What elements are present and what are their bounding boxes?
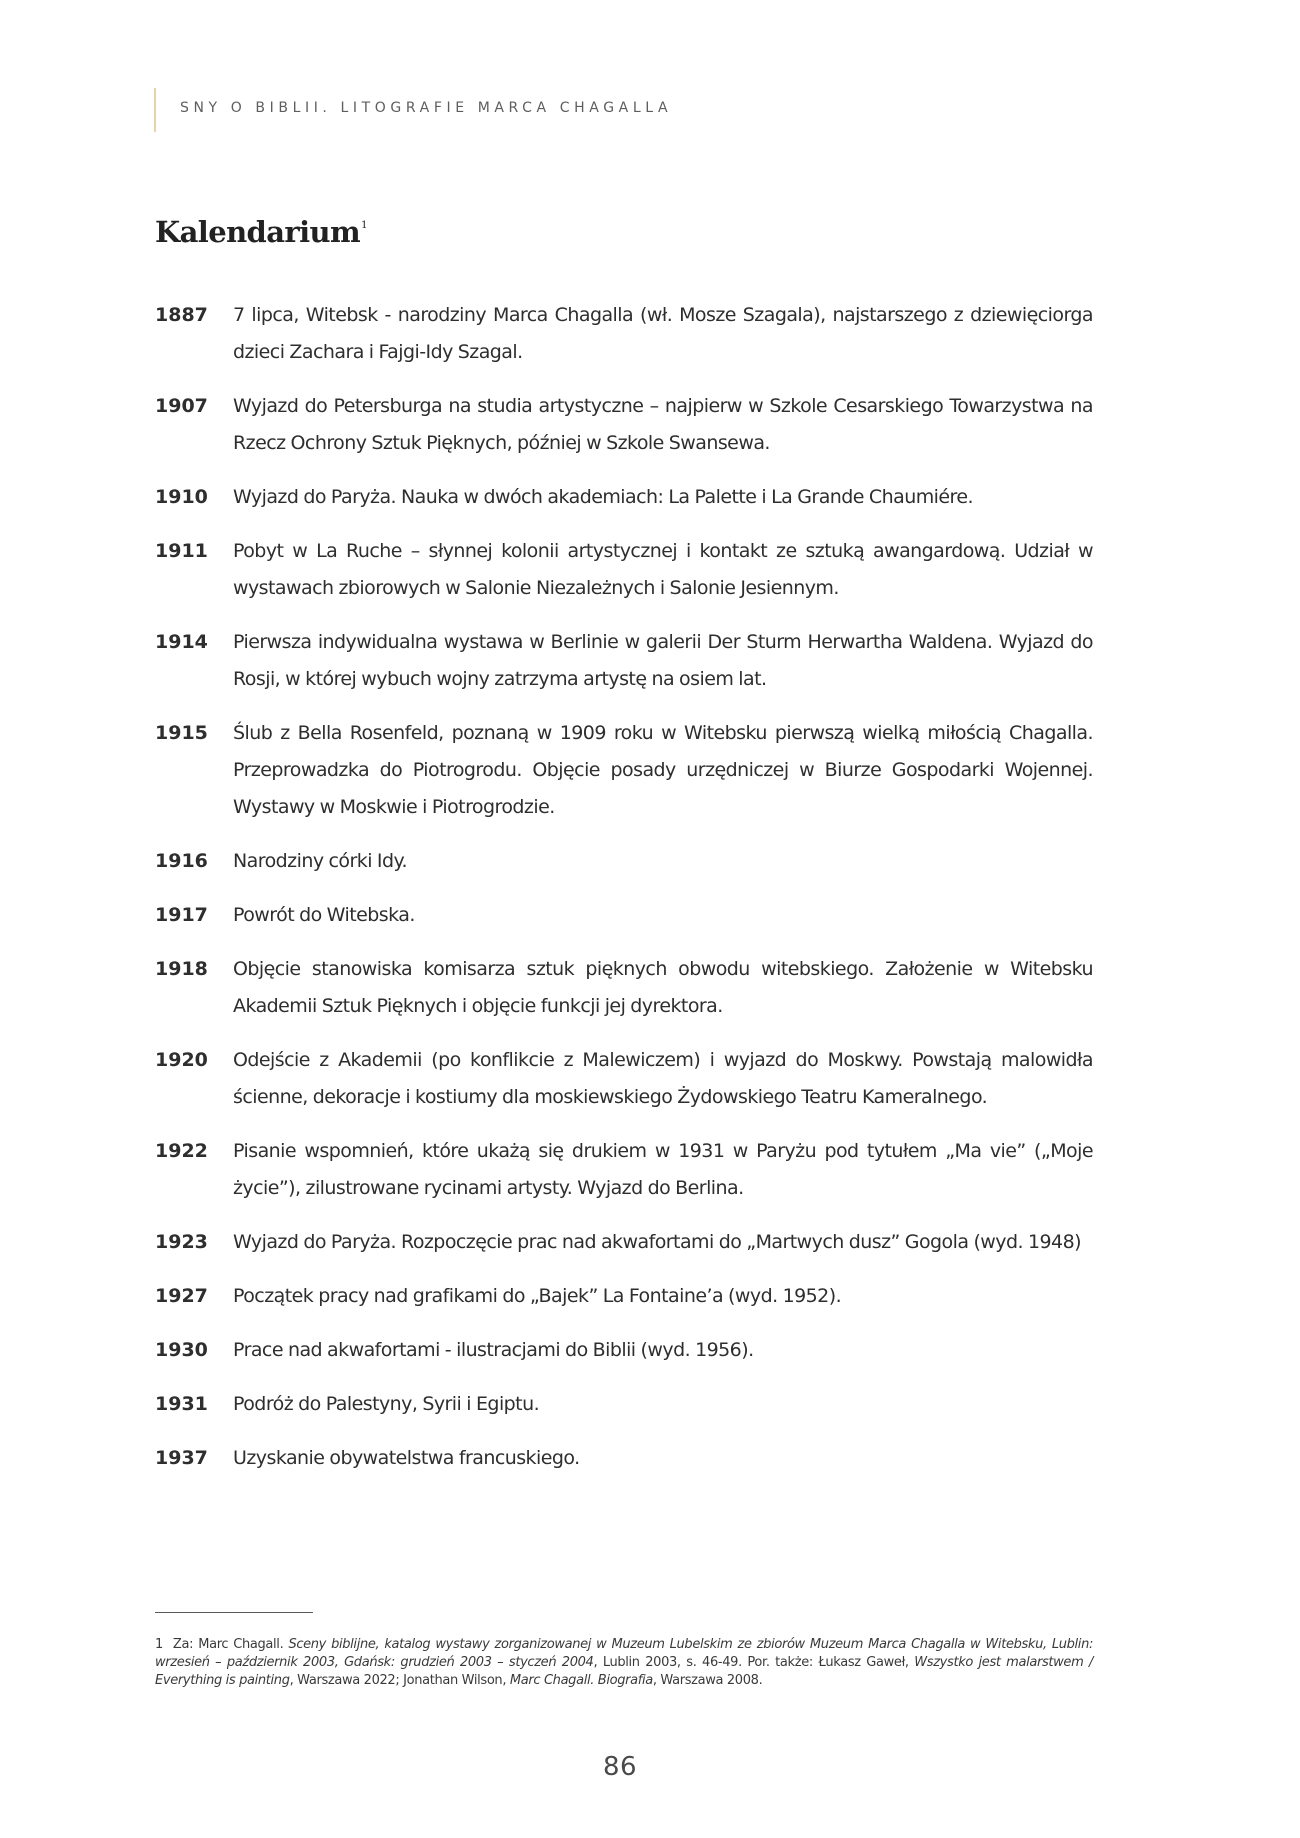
entry-text: Początek pracy nad grafikami do „Bajek” La Fontaine’a (wyd. 1952). bbox=[233, 1285, 842, 1307]
timeline-entry bbox=[155, 1278, 1093, 1315]
entry-year: 1917 bbox=[155, 904, 208, 926]
entry-year: 1923 bbox=[155, 1231, 208, 1253]
entry-year: 1914 bbox=[155, 631, 208, 653]
entry-year: 1927 bbox=[155, 1285, 208, 1307]
timeline-entry bbox=[155, 1042, 1093, 1116]
page-title-text: Kalendarium bbox=[155, 215, 361, 249]
timeline-entry bbox=[155, 1440, 1093, 1477]
entry-text: Podróż do Palestyny, Syrii i Egiptu. bbox=[233, 1393, 540, 1415]
page-number: 86 bbox=[602, 1752, 638, 1782]
entry-text: Narodziny córki Idy. bbox=[233, 850, 407, 872]
timeline-entry bbox=[155, 1224, 1093, 1261]
entry-year: 1915 bbox=[155, 722, 208, 744]
timeline-entry bbox=[155, 1332, 1093, 1369]
entry-text: Uzyskanie obywatelstwa francuskiego. bbox=[233, 1447, 580, 1469]
footnote-number: 1 bbox=[155, 1637, 163, 1652]
entry-text: Wyjazd do Petersburga na studia artystyczne – najpierw w Szkole Cesarskiego Towarzystwa na Rzecz Ochrony Sztuk Pięknych, później w Szkole Swansewa. bbox=[233, 395, 1093, 454]
footnote-italic-title: Sceny biblijne, katalog wystawy zorganizowanej w Muzeum Lubelskim ze zbiorów Muzeum Marca Chagalla w Witebsku, Lublin: wrzesień – październik 2003, Gdańsk: grudzień 2003 – styczeń 2004 bbox=[155, 1637, 1093, 1670]
entry-year: 1922 bbox=[155, 1140, 208, 1162]
entry-year: 1931 bbox=[155, 1393, 208, 1415]
entry-year: 1937 bbox=[155, 1447, 208, 1469]
entry-year: 1887 bbox=[155, 304, 208, 326]
entry-text: Odejście z Akademii (po konflikcie z Malewiczem) i wyjazd do Moskwy. Powstają malowidła ścienne, dekoracje i kostiumy dla moskiewskiego Żydowskiego Teatru Kameralnego. bbox=[233, 1049, 1093, 1108]
timeline-entry bbox=[155, 624, 1093, 698]
entry-text: Pisanie wspomnień, które ukażą się drukiem w 1931 w Paryżu pod tytułem „Ma vie” („Moje życie”), zilustrowane rycinami artysty. Wyjazd do Berlina. bbox=[233, 1140, 1093, 1199]
timeline-entry bbox=[155, 1133, 1093, 1207]
entry-text: Objęcie stanowiska komisarza sztuk pięknych obwodu witebskiego. Założenie w Witebsku Akademii Sztuk Pięknych i objęcie funkcji jej dyrektora. bbox=[233, 958, 1093, 1017]
entry-year: 1930 bbox=[155, 1339, 208, 1361]
entry-text: Pobyt w La Ruche – słynnej kolonii artystycznej i kontakt ze sztuką awangardową. Udział w wystawach zbiorowych w Salonie Niezależnych i Salonie Jesiennym. bbox=[233, 540, 1093, 599]
running-head-title: SNY O BIBLII. LITOGRAFIE MARCA CHAGALLA bbox=[180, 100, 673, 116]
entry-year: 1911 bbox=[155, 540, 208, 562]
timeline-entry bbox=[155, 388, 1093, 462]
footnote-italic-title: Wszystko jest malarstwem / Everything is painting bbox=[155, 1655, 1093, 1688]
footnote-italic-title: Marc Chagall. Biografia bbox=[509, 1673, 653, 1688]
timeline-list bbox=[155, 297, 1093, 1494]
timeline-entry bbox=[155, 1386, 1093, 1423]
entry-text: Pierwsza indywidualna wystawa w Berlinie w galerii Der Sturm Herwartha Waldena. Wyjazd do Rosji, w której wybuch wojny zatrzyma artystę na osiem lat. bbox=[233, 631, 1093, 690]
entry-year: 1920 bbox=[155, 1049, 208, 1071]
page-title bbox=[155, 215, 367, 249]
entry-text: Prace nad akwafortami - ilustracjami do Biblii (wyd. 1956). bbox=[233, 1339, 754, 1361]
entry-year: 1910 bbox=[155, 486, 208, 508]
title-footnote-ref[interactable]: 1 bbox=[361, 220, 367, 231]
entry-year: 1918 bbox=[155, 958, 208, 980]
footnote-text: , Lublin 2003, s. 46-49. Por. także: Łukasz Gaweł, bbox=[593, 1655, 915, 1670]
timeline-entry bbox=[155, 715, 1093, 826]
entry-year: 1916 bbox=[155, 850, 208, 872]
footnote-text: , Warszawa 2008. bbox=[652, 1673, 763, 1688]
entry-text: 7 lipca, Witebsk - narodziny Marca Chagalla (wł. Mosze Szagala), najstarszego z dziewięciorga dzieci Zachara i Fajgi-Idy Szagal. bbox=[233, 304, 1093, 363]
entry-text: Wyjazd do Paryża. Rozpoczęcie prac nad akwafortami do „Martwych dusz” Gogola (wyd. 1948) bbox=[233, 1231, 1081, 1253]
entry-text: Ślub z Bella Rosenfeld, poznaną w 1909 roku w Witebsku pierwszą wielką miłością Chagalla. Przeprowadzka do Piotrogrodu. Objęcie posady urzędniczej w Biurze Gospodarki Wojennej. Wystawy w Moskwie i Piotrogrodzie. bbox=[233, 722, 1093, 818]
timeline-entry bbox=[155, 533, 1093, 607]
entry-year: 1907 bbox=[155, 395, 208, 417]
footnote-text: Za: Marc Chagall. bbox=[172, 1637, 289, 1652]
entry-text: Powrót do Witebska. bbox=[233, 904, 415, 926]
timeline-entry bbox=[155, 297, 1093, 371]
running-head-accent-rule bbox=[154, 88, 156, 132]
timeline-entry bbox=[155, 951, 1093, 1025]
timeline-entry bbox=[155, 479, 1093, 516]
timeline-entry bbox=[155, 843, 1093, 880]
timeline-entry bbox=[155, 897, 1093, 934]
footnote-text: , Warszawa 2022; Jonathan Wilson, bbox=[289, 1673, 510, 1688]
footnote bbox=[155, 1636, 1093, 1690]
entry-text: Wyjazd do Paryża. Nauka w dwóch akademiach: La Palette i La Grande Chaumiére. bbox=[233, 486, 974, 508]
footnote-separator bbox=[155, 1612, 313, 1613]
